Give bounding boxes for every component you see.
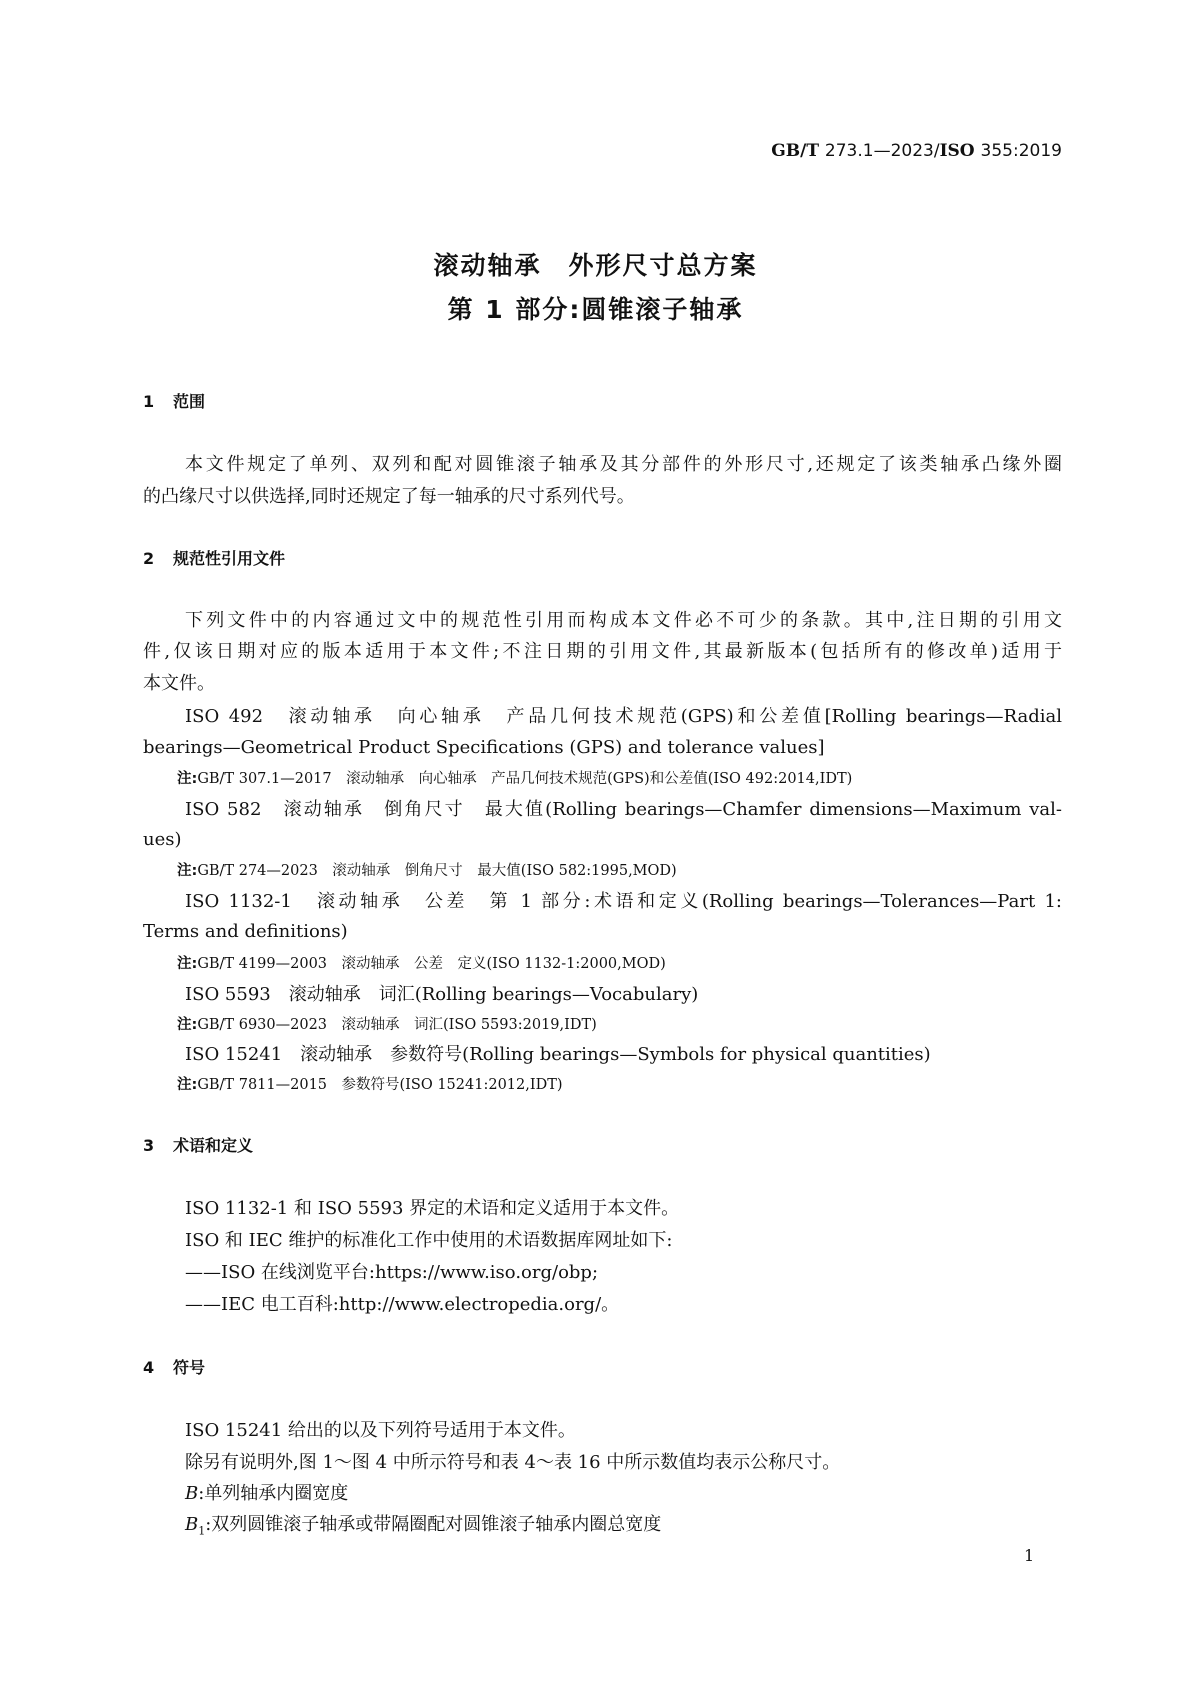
title-line-2: 第 1 部分:圆锥滚子轴承	[447, 295, 744, 324]
reference-iso-582: ISO 582 滚动轴承 倒角尺寸 最大值(Rolling bearings—Chamfer dimensions—Maximum val-	[185, 799, 1062, 820]
paragraph-line: 本文件。	[143, 673, 215, 694]
reference-iso-582-cont: ues)	[143, 829, 182, 850]
paragraph-line: ISO 和 IEC 维护的标准化工作中使用的术语数据库网址如下:	[185, 1230, 673, 1251]
paragraph-line: 件,仅该日期对应的版本适用于本文件;不注日期的引用文件,其最新版本(包括所有的修改单)适用于	[143, 641, 1062, 662]
reference-iso-1132-1: ISO 1132-1 滚动轴承 公差 第 1 部分:术语和定义(Rolling bearings—Tolerances—Part 1:	[185, 891, 1062, 912]
paragraph-line: ISO 15241 给出的以及下列符号适用于本文件。	[185, 1420, 576, 1441]
reference-note: 注:GB/T 307.1—2017 滚动轴承 向心轴承 产品几何技术规范(GPS)和公差值(ISO 492:2014,IDT)	[177, 771, 853, 787]
paragraph-line: ISO 1132-1 和 ISO 5593 界定的术语和定义适用于本文件。	[185, 1198, 680, 1219]
section-heading-3: 3 术语和定义	[143, 1136, 254, 1155]
paragraph-line: 本文件规定了单列、双列和配对圆锥滚子轴承及其分部件的外形尺寸,还规定了该类轴承凸缘外圈	[185, 454, 1062, 475]
reference-note: 注:GB/T 7811—2015 参数符号(ISO 15241:2012,IDT)	[177, 1077, 563, 1093]
reference-iso-5593: ISO 5593 滚动轴承 词汇(Rolling bearings—Vocabulary)	[185, 984, 699, 1005]
page-number: 1	[1024, 1546, 1035, 1565]
section-heading-2: 2 规范性引用文件	[143, 549, 286, 568]
document-code: GB/T 273.1—2023/ISO 355:2019	[771, 141, 1062, 161]
section-heading-4: 4 符号	[143, 1358, 206, 1377]
reference-iso-15241: ISO 15241 滚动轴承 参数符号(Rolling bearings—Symbols for physical quantities)	[185, 1044, 931, 1065]
paragraph-line: 的凸缘尺寸以供选择,同时还规定了每一轴承的尺寸系列代号。	[143, 486, 635, 507]
paragraph-line: 下列文件中的内容通过文中的规范性引用而构成本文件必不可少的条款。其中,注日期的引用文	[185, 610, 1062, 631]
link-iso-obp[interactable]: ——ISO 在线浏览平台:https://www.iso.org/obp;	[185, 1262, 599, 1283]
symbol-definition: $B_1$:双列圆锥滚子轴承或带隔圈配对圆锥滚子轴承内圈总宽度	[185, 1514, 662, 1538]
symbol-definition: B:单列轴承内圈宽度	[185, 1483, 349, 1504]
reference-note: 注:GB/T 4199—2003 滚动轴承 公差 定义(ISO 1132-1:2000,MOD)	[177, 956, 666, 972]
reference-iso-492: ISO 492 滚动轴承 向心轴承 产品几何技术规范(GPS)和公差值[Rolling bearings—Radial	[185, 706, 1062, 727]
reference-note: 注:GB/T 274—2023 滚动轴承 倒角尺寸 最大值(ISO 582:1995,MOD)	[177, 863, 677, 879]
section-heading-1: 1 范围	[143, 392, 206, 411]
link-electropedia[interactable]: ——IEC 电工百科:http://www.electropedia.org/。	[185, 1294, 620, 1315]
reference-note: 注:GB/T 6930—2023 滚动轴承 词汇(ISO 5593:2019,IDT)	[177, 1017, 597, 1033]
reference-iso-1132-1-cont: Terms and definitions)	[143, 921, 348, 942]
title-line-1: 滚动轴承 外形尺寸总方案	[433, 251, 758, 280]
reference-iso-492-cont: bearings—Geometrical Product Specifications (GPS) and tolerance values]	[143, 737, 825, 758]
paragraph-line: 除另有说明外,图 1～图 4 中所示符号和表 4～表 16 中所示数值均表示公称尺寸。	[185, 1452, 841, 1473]
